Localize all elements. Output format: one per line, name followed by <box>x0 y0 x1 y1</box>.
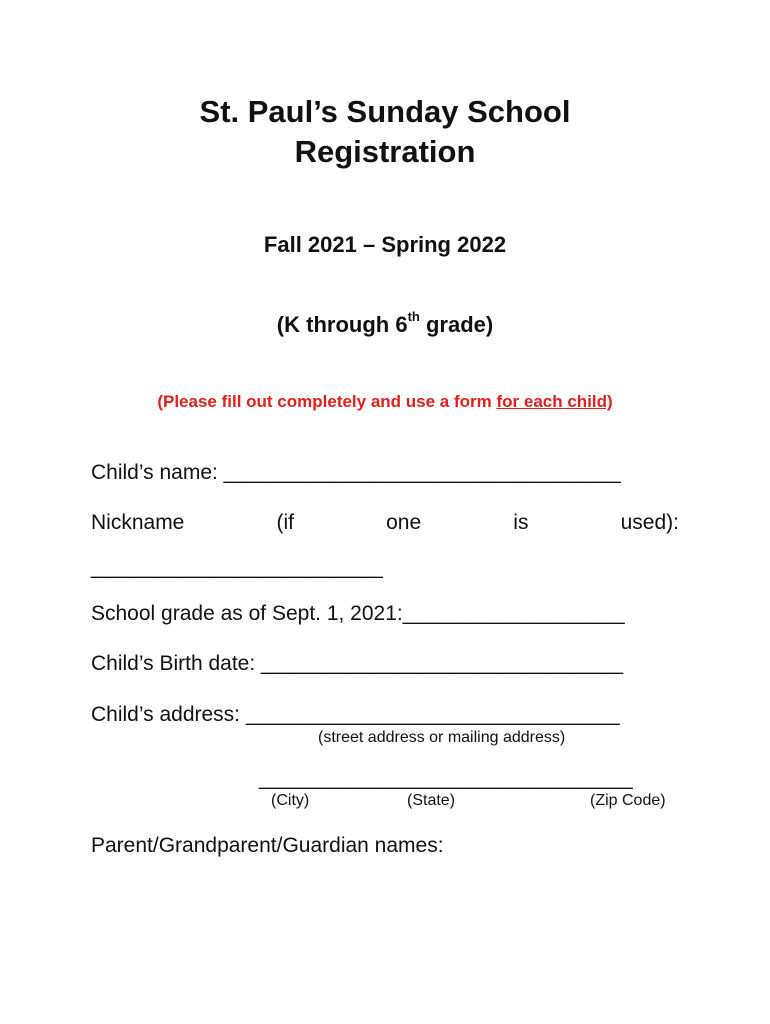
grade-range-superscript: th <box>407 309 420 324</box>
season-heading: Fall 2021 – Spring 2022 <box>263 232 507 257</box>
instruction-note <box>0 392 770 412</box>
address-field[interactable]: Child’s address: ________________________________ <box>91 703 620 726</box>
birth-date-field[interactable]: Child’s Birth date: _______________________________ <box>91 652 624 675</box>
address-hint: (street address or mailing address) <box>318 729 566 746</box>
zip-label: (Zip Code) <box>590 792 666 809</box>
nickname-word: Nickname <box>91 511 185 534</box>
form-title-line2: Registration <box>294 134 476 169</box>
grade-range-suffix: grade) <box>419 312 494 337</box>
guardian-names-label: Parent/Grandparent/Guardian names: <box>91 834 444 857</box>
state-label: (State) <box>407 792 456 809</box>
form-title-line1: St. Paul’s Sunday School <box>199 94 571 129</box>
address-line2-field[interactable]: ________________________________ <box>259 767 633 790</box>
nickname-word: used): <box>620 511 679 534</box>
city-label: (City) <box>271 792 310 809</box>
school-grade-field[interactable]: School grade as of Sept. 1, 2021:___________________ <box>91 602 625 625</box>
nickname-field[interactable]: _________________________ <box>91 556 383 579</box>
child-name-field[interactable]: Child’s name: __________________________________ <box>91 461 621 484</box>
grade-range-heading <box>0 309 770 338</box>
instruction-text: (Please fill out completely and use a form <box>157 392 497 411</box>
instruction-underlined: for each child) <box>496 392 613 411</box>
nickname-word: one <box>386 511 422 534</box>
grade-range-prefix: (K through 6 <box>276 312 408 337</box>
nickname-label-row <box>91 511 679 535</box>
nickname-word: is <box>513 511 529 534</box>
nickname-word: (if <box>276 511 294 534</box>
